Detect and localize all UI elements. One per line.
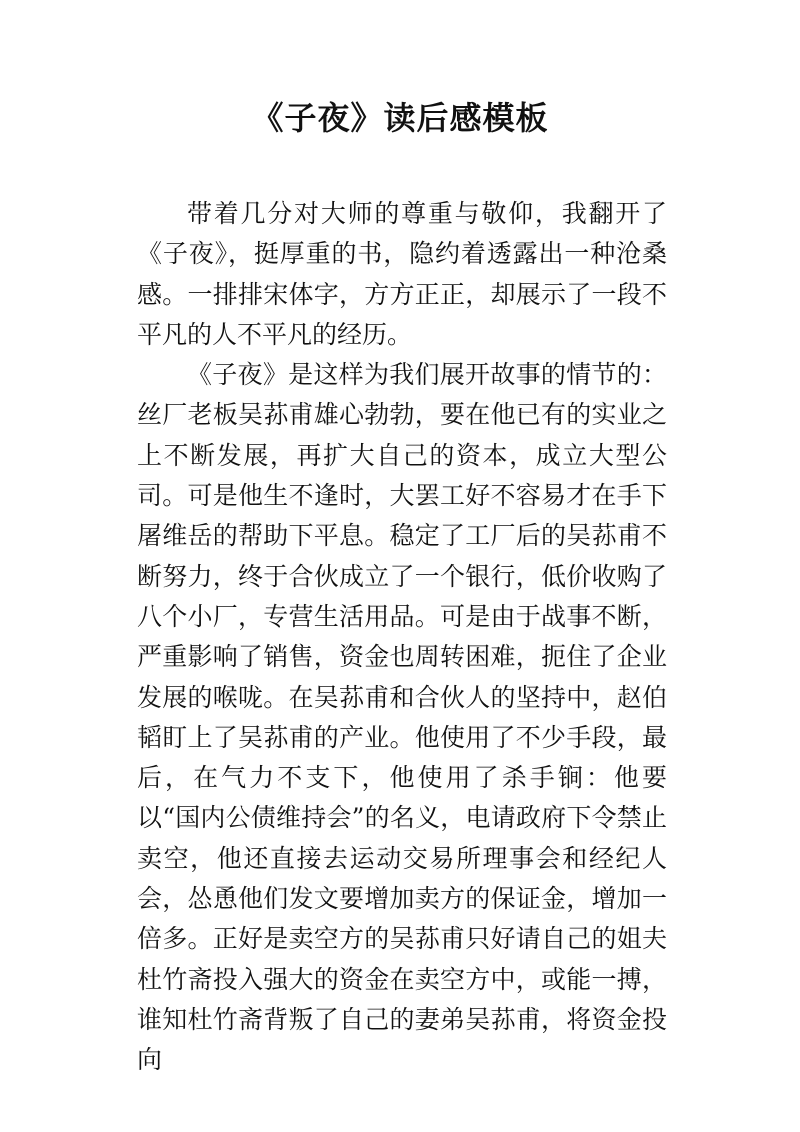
paragraph-2: 《子夜》是这样为我们展开故事的情节的：丝厂老板吴荪甫雄心勃勃，要在他已有的实业之上不断发展，再扩大自己的资本，成立大型公司。可是他生不逢时，大罢工好不容易才在手下屠维岳的帮助下平息。稳定了工厂后的吴荪甫不断努力，终于合伙成立了一个银行，低价收购了八个小厂，专营生活用品。可是由于战事不断，严重影响了销售，资金也周转困难，扼住了企业发展的喉咙。在吴荪甫和合伙人的坚持中，赵伯韬盯上了吴荪甫的产业。他使用了不少手段，最后，在气力不支下，他使用了杀手锏：他要以“国内公债维持会”的名义，电请政府下令禁止卖空，他还直接去运动交易所理事会和经纪人会，怂恿他们发文要增加卖方的保证金，增加一倍多。正好是卖空方的吴荪甫只好请自己的姐夫杜竹斋投入强大的资金在卖空方中，或能一搏，谁知杜竹斋背叛了自己的妻弟吴荪甫，将资金投向 — [137, 360, 667, 1075]
paragraph-1: 带着几分对大师的尊重与敬仰，我翻开了《子夜》，挺厚重的书，隐约着透露出一种沧桑感。一排排宋体字，方方正正，却展示了一段不平凡的人不平凡的经历。 — [137, 199, 667, 349]
document-title: 《子夜》读后感模板 — [251, 99, 549, 137]
document-body — [137, 194, 667, 1081]
